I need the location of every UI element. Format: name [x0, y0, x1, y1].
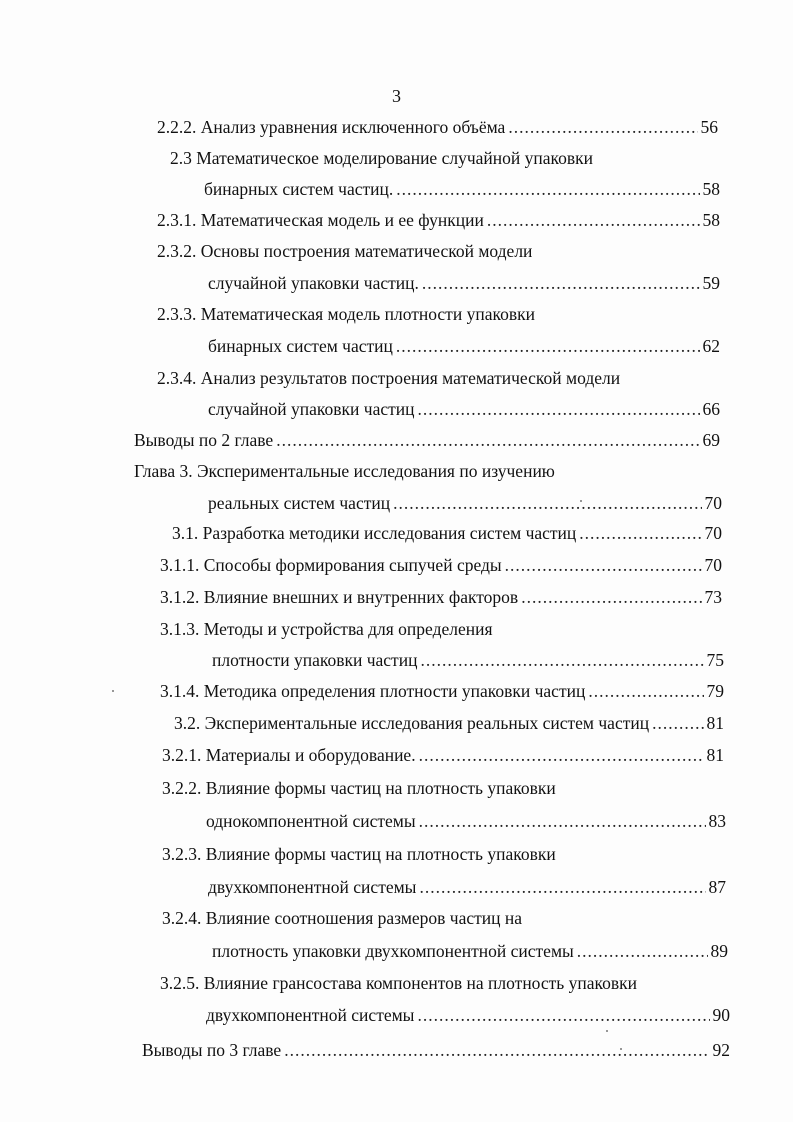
toc-entry-title: бинарных систем частиц. — [204, 179, 394, 199]
toc-entry — [157, 240, 532, 262]
toc-entry-title: 2.3.4. Анализ результатов построения математической модели — [157, 368, 621, 388]
dot-leader — [521, 586, 701, 608]
dot-leader — [577, 940, 708, 962]
toc-entry-title: 3.1.3. Методы и устройства для определения — [160, 619, 493, 639]
toc-entry-continuation — [212, 649, 724, 671]
toc-entry-continuation — [208, 398, 720, 420]
toc-entry-page: 90 — [712, 1005, 730, 1025]
dot-leader — [652, 712, 703, 734]
toc-entry — [157, 367, 620, 389]
dot-leader — [419, 810, 706, 832]
toc-entry — [172, 522, 722, 544]
toc-entry-continuation — [208, 492, 722, 514]
toc-entry-page: 66 — [702, 399, 720, 419]
toc-entry-page: 59 — [702, 273, 720, 293]
page-number: 3 — [392, 86, 401, 106]
toc-entry-title: 2.3 Математическое моделирование случайной упаковки — [170, 148, 593, 168]
dot-leader — [396, 335, 700, 357]
toc-entry — [157, 116, 718, 138]
dot-leader — [508, 116, 697, 138]
toc-entry — [162, 777, 556, 799]
toc-entry-page: 83 — [708, 811, 726, 831]
toc-entry — [162, 843, 556, 865]
toc-entry-title: двухкомпонентной системы — [208, 877, 417, 897]
toc-entry-page: 89 — [710, 941, 728, 961]
toc-entry-page: 79 — [706, 681, 724, 701]
toc-entry — [160, 586, 722, 608]
toc-entry-continuation — [212, 940, 728, 962]
toc-entry-title: 3.2.2. Влияние формы частиц на плотность упаковки — [162, 778, 556, 798]
scan-speck — [112, 690, 114, 692]
toc-entry-page: 62 — [702, 336, 720, 356]
toc-entry-page: 69 — [702, 430, 720, 450]
toc-entry — [160, 554, 722, 576]
toc-entry-title: реальных систем частиц — [208, 493, 391, 513]
toc-entry-title: 2.3.2. Основы построения математической модели — [157, 241, 533, 261]
scan-speck — [620, 1048, 622, 1050]
toc-entry-title: 2.3.3. Математическая модель плотности упаковки — [157, 304, 535, 324]
toc-entry-title: Выводы по 2 главе — [134, 430, 274, 450]
dot-leader — [284, 1039, 709, 1061]
dot-leader — [505, 554, 702, 576]
toc-entry-page: 58 — [702, 210, 720, 230]
dot-leader — [419, 876, 705, 898]
dot-leader — [276, 429, 699, 451]
toc-entry-continuation — [206, 1004, 730, 1026]
dot-leader — [393, 492, 701, 514]
toc-entry-title: бинарных систем частиц — [208, 336, 393, 356]
dot-leader — [420, 649, 703, 671]
toc-entry-page: 81 — [706, 745, 724, 765]
dot-leader — [417, 1004, 709, 1026]
toc-entry-title: 3.2. Экспериментальные исследования реальных систем частиц — [174, 713, 650, 733]
toc-entry — [162, 744, 724, 766]
toc-entry — [174, 712, 724, 734]
toc-entry-page: 70 — [704, 493, 722, 513]
toc-entry — [142, 1039, 730, 1061]
toc-entry — [160, 680, 724, 702]
toc-entry-title: плотности упаковки частиц — [212, 650, 418, 670]
toc-entry-page: 58 — [702, 179, 720, 199]
dot-leader — [579, 522, 701, 544]
toc-entry — [160, 618, 493, 640]
dot-leader — [396, 178, 699, 200]
toc-entry-title: Выводы по 3 главе — [142, 1040, 282, 1060]
toc-entry-page: 73 — [704, 587, 722, 607]
toc-entry-title: 3.1.2. Влияние внешних и внутренних факторов — [160, 587, 519, 607]
scan-speck — [580, 500, 582, 502]
toc-entry — [170, 147, 593, 169]
toc-entry-continuation — [204, 178, 720, 200]
toc-entry-title: 3.2.1. Материалы и оборудование. — [162, 745, 416, 765]
toc-entry-title: Глава 3. Экспериментальные исследования по изучению — [134, 461, 555, 481]
toc-entry-title: 3.2.4. Влияние соотношения размеров частиц на — [162, 908, 523, 928]
toc-entry-continuation — [208, 335, 720, 357]
scan-speck — [606, 1030, 608, 1032]
toc-entry — [157, 303, 535, 325]
toc-entry-page: 56 — [700, 117, 718, 137]
toc-entry-title: плотность упаковки двухкомпонентной системы — [212, 941, 574, 961]
toc-entry-page: 87 — [708, 877, 726, 897]
toc-entry-page: 70 — [704, 523, 722, 543]
toc-entry-page: 81 — [706, 713, 724, 733]
toc-entry-title: двухкомпонентной системы — [206, 1005, 415, 1025]
toc-entry-title: 3.1. Разработка методики исследования систем частиц — [172, 523, 577, 543]
toc-entry — [134, 460, 555, 482]
toc-entry-title: 2.3.1. Математическая модель и ее функции — [157, 210, 484, 230]
dot-leader — [422, 272, 700, 294]
toc-entry-title: 3.1.1. Способы формирования сыпучей среды — [160, 555, 502, 575]
dot-leader — [419, 744, 704, 766]
toc-entry-continuation — [208, 272, 720, 294]
toc-entry — [134, 429, 720, 451]
toc-entry-title: 3.2.5. Влияние грансостава компонентов на плотность упаковки — [160, 973, 638, 993]
dot-leader — [418, 398, 700, 420]
toc-entry-page: 92 — [712, 1040, 730, 1060]
toc-entry-title: 3.1.4. Методика определения плотности упаковки частиц — [160, 681, 586, 701]
toc-entry-title: однокомпонентной системы — [206, 811, 416, 831]
toc-entry-title: 3.2.3. Влияние формы частиц на плотность упаковки — [162, 844, 556, 864]
toc-entry-continuation — [206, 810, 726, 832]
toc-entry-title: случайной упаковки частиц. — [208, 273, 419, 293]
toc-entry-page: 70 — [704, 555, 722, 575]
toc-entry-title: случайной упаковки частиц — [208, 399, 415, 419]
toc-entry-continuation — [208, 876, 726, 898]
toc-entry — [160, 972, 637, 994]
toc-entry — [162, 907, 522, 929]
toc-entry-title: 2.2.2. Анализ уравнения исключенного объёма — [157, 117, 506, 137]
dot-leader — [588, 680, 703, 702]
dot-leader — [487, 209, 700, 231]
toc-entry — [157, 209, 720, 231]
toc-entry-page: 75 — [706, 650, 724, 670]
